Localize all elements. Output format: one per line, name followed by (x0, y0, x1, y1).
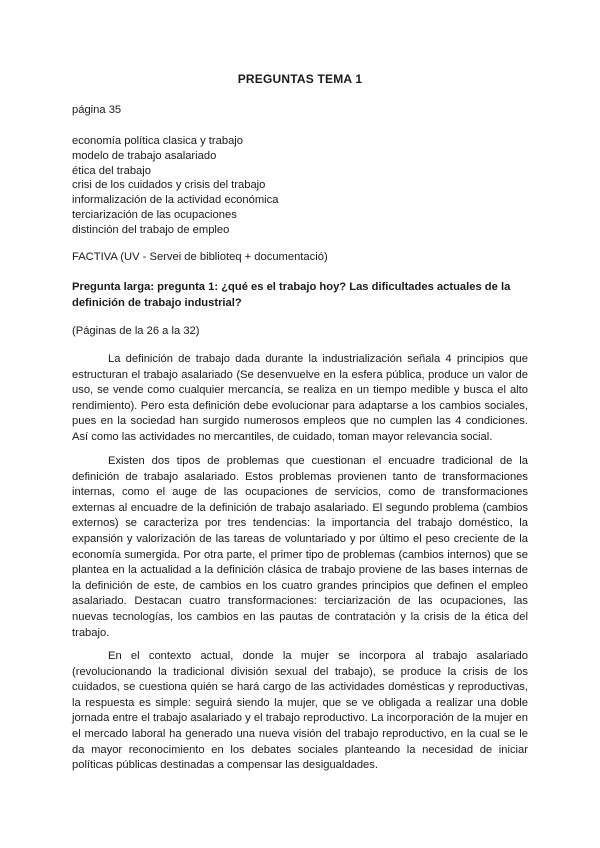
paragraph: En el contexto actual, donde la mujer se incorpora al trabajo asalariado (revolucionando la tradicional división sexual del trabajo), se produce la crisis de los cuidados, se cuestiona quién se hará cargo de las actividades domésticas y reproductivas, la respuesta es simple: seguirá siendo la mujer, que se ve obligada a realizar una doble jornada entre el trabajo asalariado y el trabajo reproductivo. La incorporación de la mujer en el mercado laboral ha generado una nueva visión del trabajo reproductivo, en la cual se le da mayor reconocimiento en los debates sociales planteando la necesidad de iniciar políticas públicas destinadas a compensar las desigualdades. (72, 650, 528, 772)
page-reference: página 35 (72, 104, 122, 116)
question-heading: Pregunta larga: pregunta 1: ¿qué es el trabajo hoy? Las dificultades actuales de la definición de trabajo industrial? (72, 281, 511, 309)
topic-list (72, 134, 278, 238)
source-note: FACTIVA (UV - Servei de biblioteq + documentació) (72, 251, 328, 263)
topic-item: economía política clasica y trabajo (72, 135, 244, 147)
pages-range: (Páginas de la 26 a la 32) (72, 325, 200, 337)
topic-item: informalización de la actividad económica (72, 194, 279, 207)
topic-item: terciarización de las ocupaciones (72, 208, 237, 221)
paragraph: La definición de trabajo dada durante la industrialización señala 4 principios que estructuran el trabajo asalariado (Se desenvuelve en la esfera pública, produce un valor de uso, se vende como cualquier mercancía, se realiza en un tiempo medible y busca el alto rendimiento). Pero esta definición debe evolucionar para adaptarse a los cambios sociales, pues en la sociedad han surgido numerosos empleos que no cumplen las 4 condiciones. Así como las actividades no mercantiles, de cuidado, toman mayor relevancia social. (72, 353, 528, 443)
topic-item: distinción del trabajo de empleo (72, 223, 230, 236)
topic-item: modelo de trabajo asalariado (72, 149, 217, 162)
topic-item: ética del trabajo (72, 164, 151, 177)
page-title: PREGUNTAS TEMA 1 (237, 72, 363, 86)
paragraph: Existen dos tipos de problemas que cuestionan el encuadre tradicional de la definición de trabajo asalariado. Estos problemas provienen tanto de transformaciones internas, como el auge de las ocupaciones de servicios, como de transformaciones externas al encuadre de la definición de trabajo asalariado. El segundo problema (cambios externos) se caracteriza por tres tendencias: la importancia del trabajo doméstico, la expansión y valorización de las tareas de voluntariado y por último el peso creciente de la economía sumergida. Por otra parte, el primer tipo de problemas (cambios internos) que se plantea en la actualidad a la definición clásica de trabajo proviene de las bases internas de la definición de este, de cambios en los cuatro grandes principios que definen el empleo asalariado. Destacan cuatro transformaciones: terciarización de las ocupaciones, las nuevas tecnologías, los cambios en las pautas de contratación y la crisis de la ética del trabajo. (72, 455, 528, 639)
topic-item: crisi de los cuidados y crisis del trabajo (72, 179, 266, 192)
